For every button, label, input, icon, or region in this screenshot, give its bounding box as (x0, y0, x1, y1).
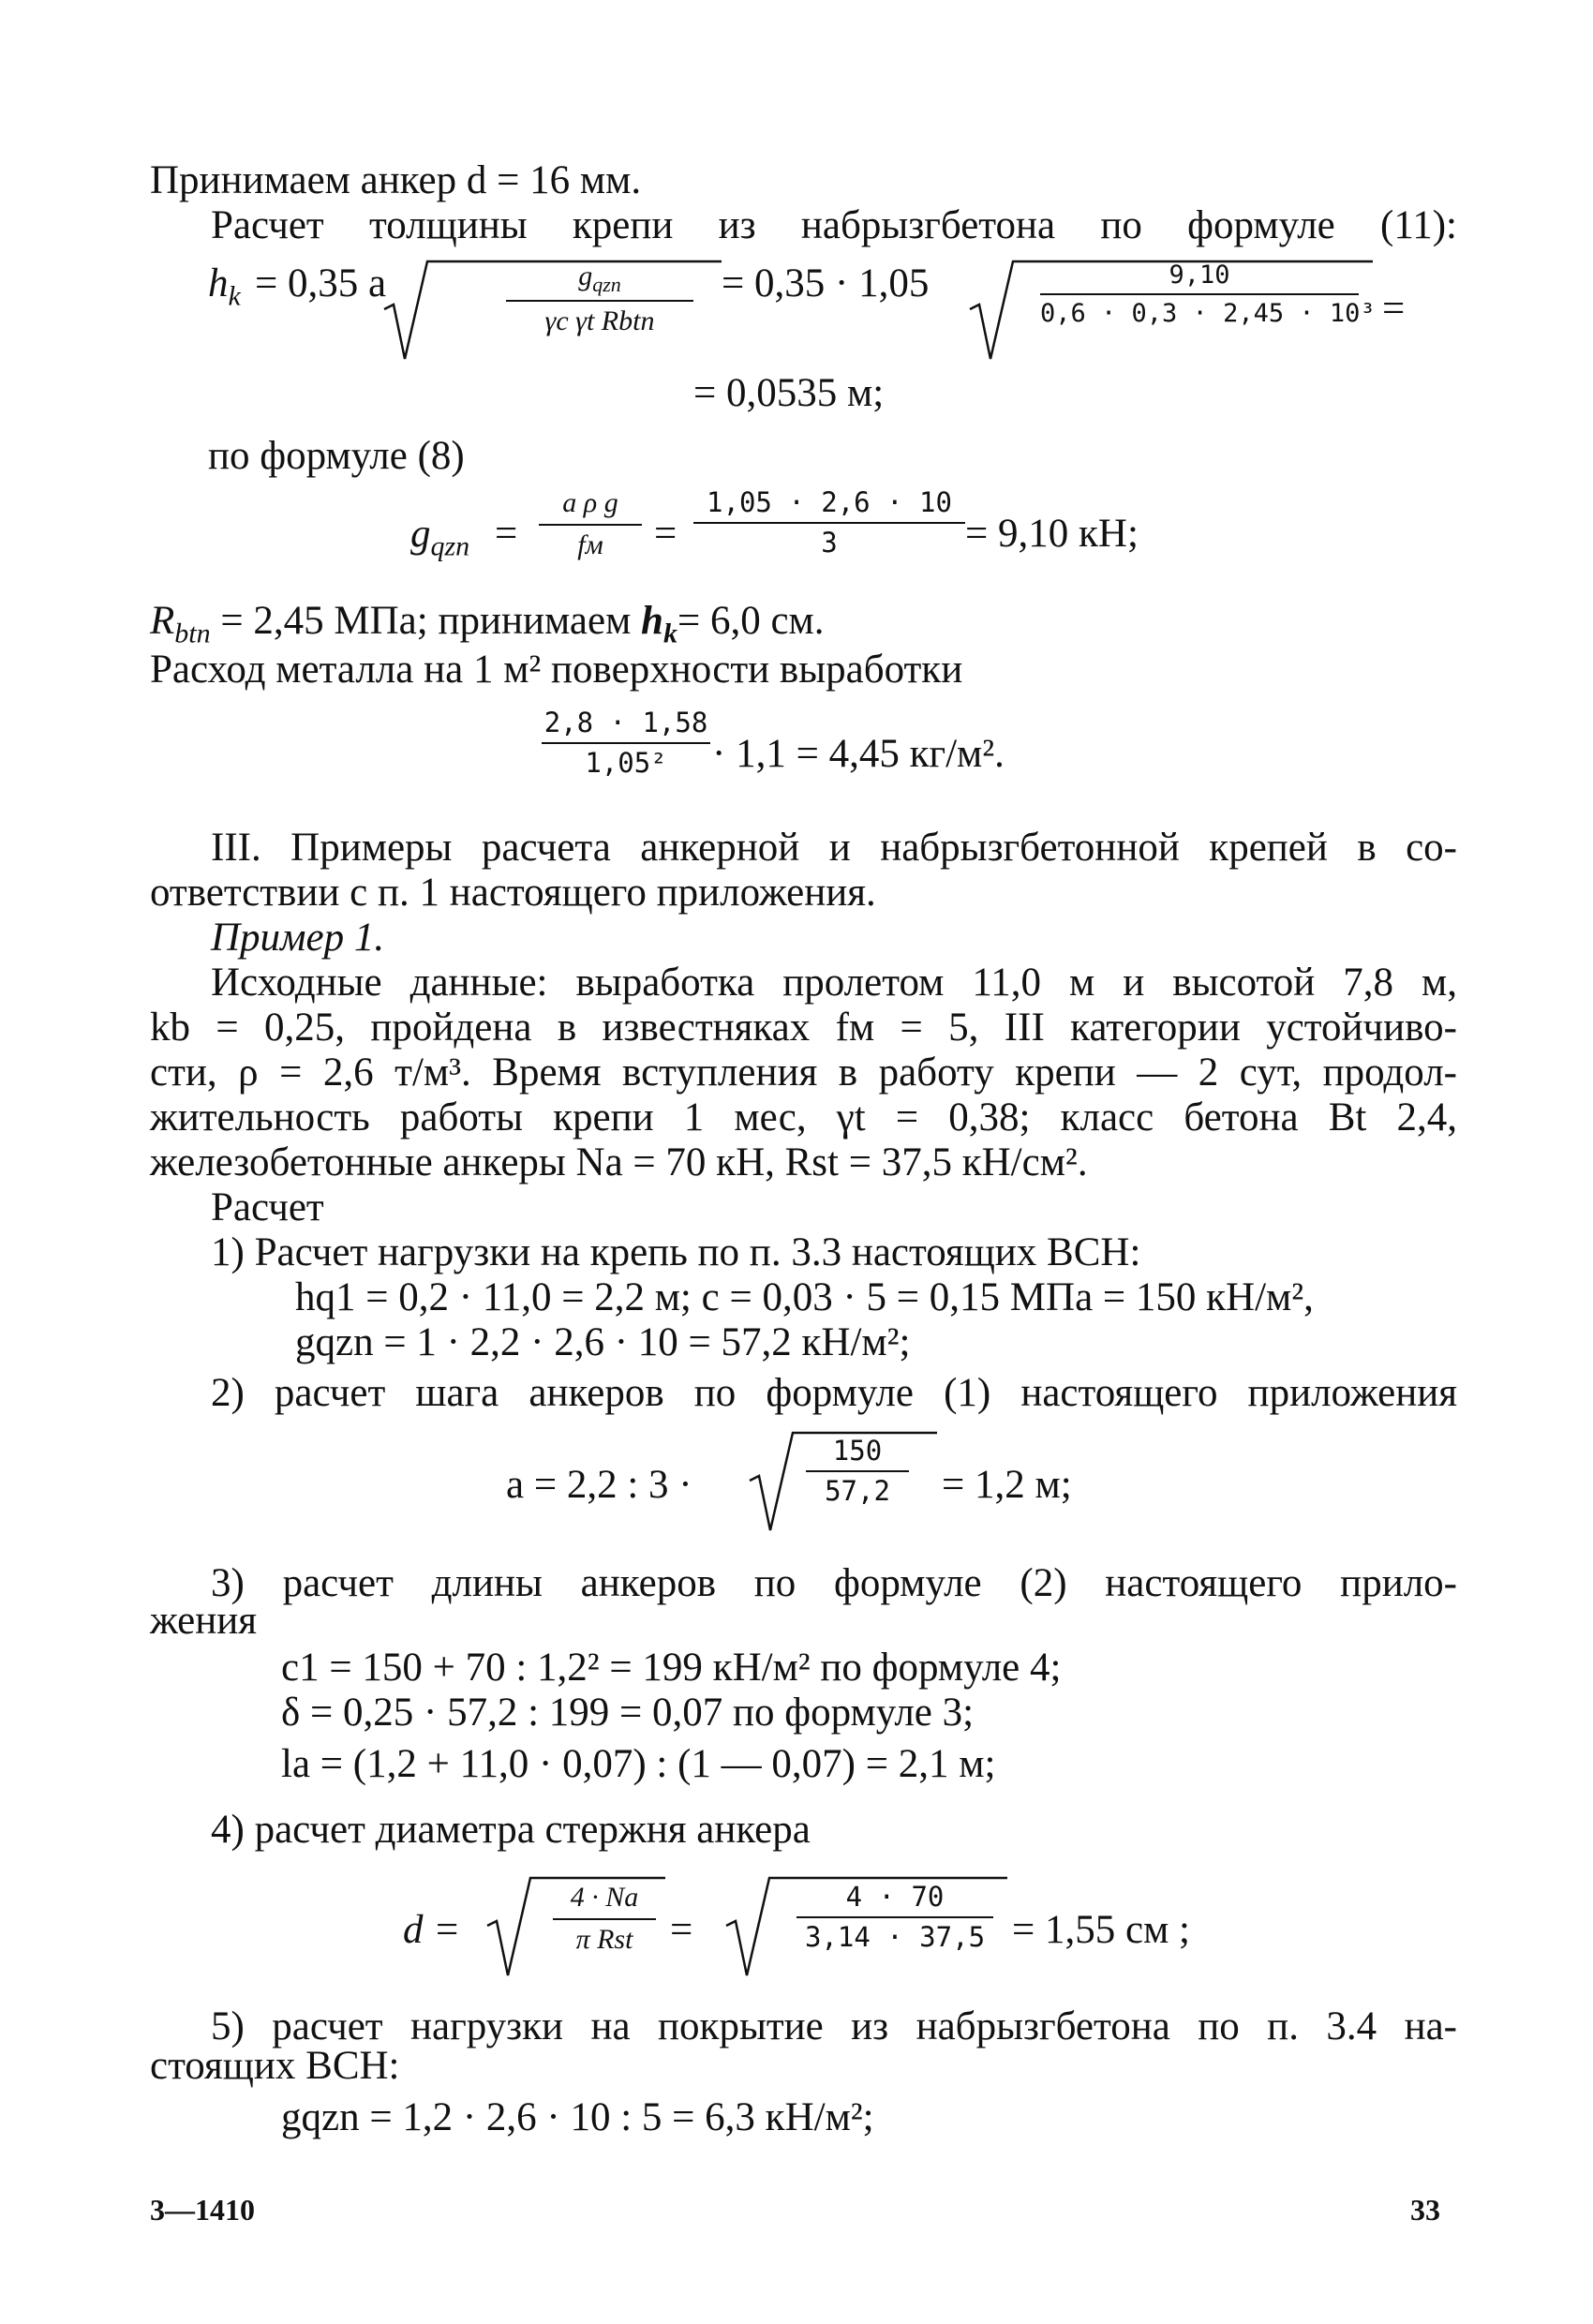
text-line: lа = (1,2 + 11,0 · 0,07) : (1 — 0,07) = 2,1 м; (281, 1742, 996, 1786)
formula-step2-result: = 1,2 м; (942, 1463, 1072, 1507)
text-line: c1 = 150 + 70 : 1,2² = 199 кН/м² по формуле 4; (281, 1646, 1062, 1690)
footer-code: 3—1410 (150, 2193, 255, 2227)
text-line: Расчет толщины крепи из набрызгбетона по формуле (11): (211, 203, 1457, 247)
formula-g-lhs: $g_{qzn}$ (410, 512, 470, 562)
text-line: Расчет (211, 1185, 324, 1229)
text-line: 1) Расчет нагрузки на крепь по п. 3.3 настоящих ВСН: (211, 1230, 1141, 1274)
text-line: $R_{btn} = 2,45$ МПа; принимаем $h_k= 6,0$ см. (150, 599, 825, 649)
equals: = (670, 1908, 693, 1952)
formula-hk-eq2: = 0,35 · 1,05 (722, 261, 930, 305)
formula-hk-eq3: = (1382, 287, 1406, 331)
text-line: 4) расчет диаметра стержня анкера (211, 1808, 811, 1852)
text-line: δ = 0,25 · 57,2 : 199 = 0,07 по формуле 3; (281, 1691, 975, 1735)
formula-hk-lhs: $h_k$ (208, 261, 241, 312)
text-line: 3) расчет длины анкеров по формуле (2) настоящего прило- (211, 1561, 1457, 1605)
text-line: III. Примеры расчета анкерной и набрызгбетонной крепей в со- (211, 826, 1457, 870)
text-line: gqzn = 1 · 2,2 · 2,6 · 10 = 57,2 кН/м²; (295, 1320, 911, 1364)
equals: = (495, 512, 518, 556)
fraction: a ρ g fм (539, 487, 642, 561)
text-line: по формуле (8) (208, 434, 465, 478)
text-line: железобетонные анкеры Nа = 70 кН, Rst = 37,5 кН/см². (150, 1140, 1088, 1184)
formula-step4-lhs: d = (403, 1908, 461, 1952)
formula-step2-lhs: a = 2,2 : 3 · (506, 1463, 692, 1507)
fraction: 9,10 0,6 · 0,3 · 2,45 · 10³ (1040, 261, 1376, 329)
formula-hk-result: = 0,0535 м; (693, 371, 885, 415)
fraction: $g_{qzn}$ γc γt Rbtn (506, 261, 693, 338)
fraction: 4 · Nа π Rst (553, 1882, 656, 1956)
formula-hk-eq1: = 0,35 a (255, 261, 387, 305)
text-line: стоящих ВСН: (150, 2044, 400, 2088)
fraction: 4 · 70 3,14 · 37,5 (796, 1882, 993, 1954)
text-line: жительность работы крепи 1 мес, γt = 0,38; класс бетона Bt 2,4, (150, 1095, 1457, 1140)
example-heading: Пример 1. (211, 916, 385, 960)
text-line: hq1 = 0,2 · 11,0 = 2,2 м; c = 0,03 · 5 = 0,15 МПа = 150 кН/м², (295, 1275, 1314, 1319)
page-number: 33 (1410, 2193, 1440, 2227)
fraction: 150 57,2 (806, 1436, 909, 1508)
fraction: 1,05 · 2,6 · 10 3 (693, 487, 965, 559)
text-line: Принимаем анкер d = 16 мм. (150, 158, 642, 202)
fraction: 2,8 · 1,58 1,05² (542, 708, 710, 780)
text-line: сти, ρ = 2,6 т/м³. Время вступления в работу крепи — 2 сут, продол- (150, 1050, 1457, 1095)
text-line: Расход металла на 1 м² поверхности выработки (150, 648, 963, 692)
equals: = (654, 512, 677, 556)
text-line: 2) расчет шага анкеров по формуле (1) настоящего приложения (211, 1371, 1457, 1415)
formula-step4-result: = 1,55 см ; (1012, 1908, 1190, 1952)
text-line: kb = 0,25, пройдена в известняках fм = 5, III категории устойчиво- (150, 1006, 1457, 1050)
text-line: Исходные данные: выработка пролетом 11,0 м и высотой 7,8 м, (211, 961, 1457, 1005)
text-line: gqzn = 1,2 · 2,6 · 10 : 5 = 6,3 кН/м²; (281, 2095, 874, 2139)
formula-g-result: = 9,10 кН; (965, 512, 1139, 556)
text-line: 5) расчет нагрузки на покрытие из набрызгбетона по п. 3.4 на- (211, 2004, 1457, 2048)
text-line: ответствии с п. 1 настоящего приложения. (150, 871, 876, 915)
text-line: жения (150, 1599, 258, 1643)
formula-metal-result: · 1,1 = 4,45 кг/м². (712, 732, 1005, 776)
